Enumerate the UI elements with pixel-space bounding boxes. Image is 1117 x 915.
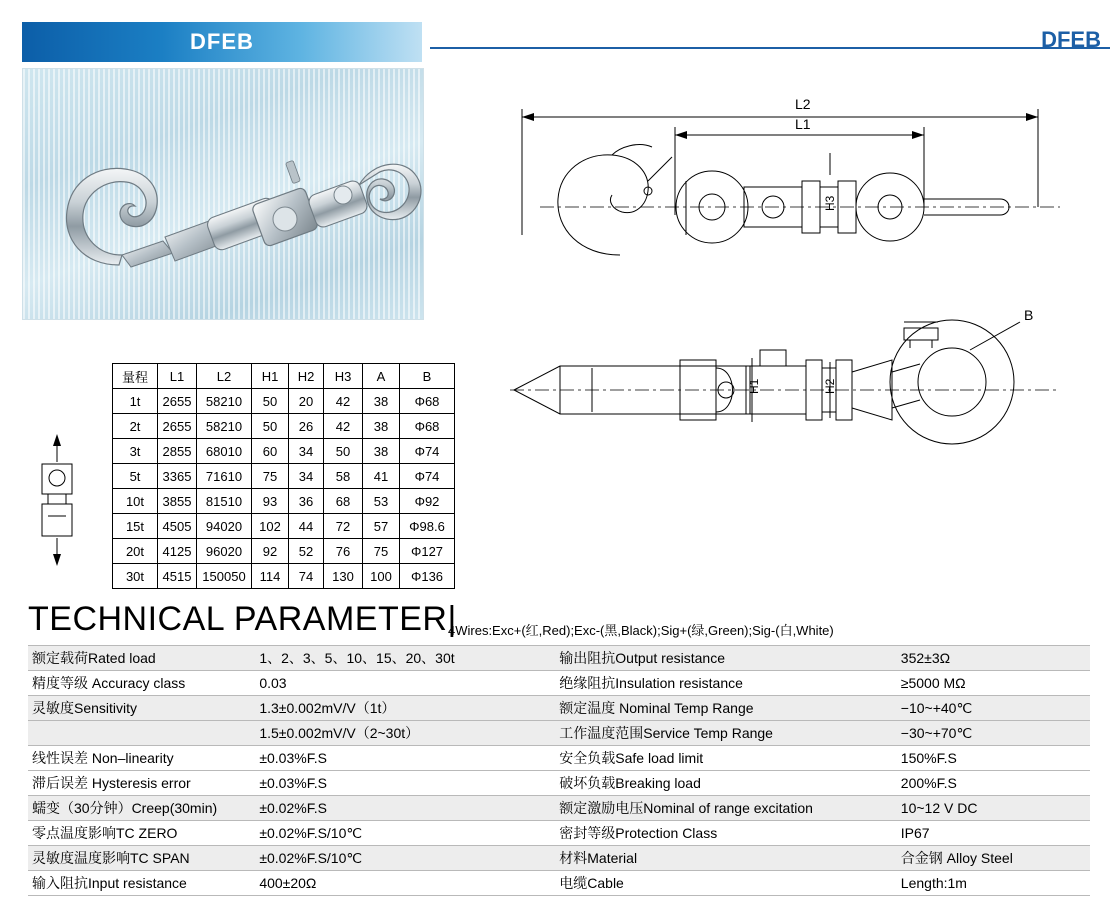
dim-cell: 42 [324,389,363,414]
dim-cell: 42 [324,414,363,439]
dim-col-h1: H1 [252,364,289,389]
dim-cell: 92 [252,539,289,564]
dim-cell: 30t [113,564,158,589]
top-assembly-drawing [500,95,1100,285]
dim-cell: 4505 [158,514,197,539]
spec-value-left: 1.3±0.002mV/V（1t） [255,696,555,721]
table-row [113,489,455,514]
dim-cell: 3t [113,439,158,464]
dim-cell: 44 [289,514,324,539]
spec-value-right: 200%F.S [897,771,1090,796]
spec-value-right: ≥5000 MΩ [897,671,1090,696]
dim-col-qty: 量程 [113,364,158,389]
dim-cell: 72 [324,514,363,539]
label-H3: H3 [823,195,837,211]
dim-cell: Φ127 [400,539,455,564]
dim-cell: Φ74 [400,439,455,464]
dim-cell: 2655 [158,389,197,414]
dim-cell: Φ68 [400,414,455,439]
dim-cell: 3855 [158,489,197,514]
spec-row [28,721,1090,746]
table-row [113,439,455,464]
spec-row [28,646,1090,671]
spec-value-right: 150%F.S [897,746,1090,771]
spec-value-right: 合金钢 Alloy Steel [897,846,1090,871]
technical-parameter-title: TECHNICAL PARAMETER| [28,600,457,638]
label-L2: L2 [795,96,811,112]
dim-cell: 50 [252,389,289,414]
spec-label-left: 滞后误差 Hysteresis error [28,771,255,796]
spec-row [28,671,1090,696]
dim-cell: 130 [324,564,363,589]
dim-cell: 15t [113,514,158,539]
label-H1: H1 [747,378,761,394]
dim-cell: 58210 [197,414,252,439]
spec-label-left: 零点温度影响TC ZERO [28,821,255,846]
dim-cell: 52 [289,539,324,564]
spec-label-right: 密封等级Protection Class [555,821,897,846]
wire-color-note: 4Wires:Exc+(红,Red);Exc-(黑,Black);Sig+(绿,Green);Sig-(白,White) [448,623,834,638]
dim-col-l2: L2 [197,364,252,389]
dim-cell: Φ92 [400,489,455,514]
spec-row [28,871,1090,896]
dim-cell: 100 [363,564,400,589]
dim-cell: 94020 [197,514,252,539]
spec-label-left: 输入阻抗Input resistance [28,871,255,896]
spec-value-right: IP67 [897,821,1090,846]
dim-cell: 2855 [158,439,197,464]
spec-label-right: 工作温度范围Service Temp Range [555,721,897,746]
spec-value-left: ±0.03%F.S [255,771,555,796]
dim-cell: 76 [324,539,363,564]
spec-value-left: 1.5±0.002mV/V（2~30t） [255,721,555,746]
dim-cell: 10t [113,489,158,514]
spec-value-left: 400±20Ω [255,871,555,896]
dim-cell: 20 [289,389,324,414]
table-row [113,389,455,414]
dim-cell: 38 [363,414,400,439]
spec-label-left: 灵敏度温度影响TC SPAN [28,846,255,871]
dim-col-h2: H2 [289,364,324,389]
dim-cell: 34 [289,464,324,489]
table-row [113,514,455,539]
label-L1: L1 [795,116,811,132]
spec-label-right: 安全负载Safe load limit [555,746,897,771]
spec-value-right: Length:1m [897,871,1090,896]
product-photo [22,68,424,320]
header-banner [22,22,422,62]
spec-row [28,771,1090,796]
dim-cell: 68 [324,489,363,514]
table-row [113,564,455,589]
header-model-label: DFEB [1041,27,1101,52]
dimension-table [112,363,455,589]
dim-cell: Φ98.6 [400,514,455,539]
dimension-table-header-row [113,364,455,389]
dim-col-l1: L1 [158,364,197,389]
table-row [113,414,455,439]
dim-cell: 36 [289,489,324,514]
dim-cell: 34 [289,439,324,464]
dim-cell: 20t [113,539,158,564]
table-row [113,539,455,564]
dim-cell: 71610 [197,464,252,489]
spec-value-left: ±0.02%F.S [255,796,555,821]
spec-label-right: 破坏负载Breaking load [555,771,897,796]
dim-cell: 57 [363,514,400,539]
spec-row [28,821,1090,846]
dim-cell: 53 [363,489,400,514]
dim-cell: 2t [113,414,158,439]
spec-row [28,696,1090,721]
side-view-drawing [22,430,92,570]
dim-cell: 41 [363,464,400,489]
hook-load-cell-illustration [23,69,423,319]
dim-cell: 50 [324,439,363,464]
spec-label-left: 精度等级 Accuracy class [28,671,255,696]
spec-value-left: ±0.02%F.S/10℃ [255,821,555,846]
dim-cell: Φ74 [400,464,455,489]
dim-cell: 60 [252,439,289,464]
spec-label-left: 额定载荷Rated load [28,646,255,671]
spec-value-left: ±0.03%F.S [255,746,555,771]
spec-label-right: 额定激励电压Nominal of range excitation [555,796,897,821]
dim-cell: 93 [252,489,289,514]
header-divider [430,47,1110,49]
spec-value-left: ±0.02%F.S/10℃ [255,846,555,871]
dim-cell: 96020 [197,539,252,564]
dim-cell: 1t [113,389,158,414]
dim-cell: 26 [289,414,324,439]
spec-row [28,746,1090,771]
spec-label-right: 材料Material [555,846,897,871]
spec-label-left: 线性误差 Non–linearity [28,746,255,771]
label-H2: H2 [823,378,837,394]
spec-value-right: −10~+40℃ [897,696,1090,721]
specification-table [28,645,1090,896]
dim-cell: 74 [289,564,324,589]
dim-cell: 102 [252,514,289,539]
dim-cell: 3365 [158,464,197,489]
dim-col-a: A [363,364,400,389]
spec-row [28,846,1090,871]
spec-label-right: 绝缘阻抗Insulation resistance [555,671,897,696]
bottom-assembly-drawing [500,310,1100,470]
spec-value-left: 0.03 [255,671,555,696]
spec-value-right: 10~12 V DC [897,796,1090,821]
dim-cell: 50 [252,414,289,439]
spec-value-left: 1、2、3、5、10、15、20、30t [255,646,555,671]
spec-label-left: 灵敏度Sensitivity [28,696,255,721]
spec-value-right: −30~+70℃ [897,721,1090,746]
dim-cell: Φ68 [400,389,455,414]
dim-cell: 114 [252,564,289,589]
spec-label-right: 电缆Cable [555,871,897,896]
spec-row [28,796,1090,821]
dim-cell: 58 [324,464,363,489]
dim-cell: 150050 [197,564,252,589]
dim-cell: 75 [363,539,400,564]
spec-label-right: 额定温度 Nominal Temp Range [555,696,897,721]
dim-col-h3: H3 [324,364,363,389]
dim-cell: 75 [252,464,289,489]
spec-label-left: 蠕变（30分钟）Creep(30min) [28,796,255,821]
dim-col-b: B [400,364,455,389]
dim-cell: 58210 [197,389,252,414]
dim-cell: Φ136 [400,564,455,589]
dim-cell: 81510 [197,489,252,514]
spec-value-right: 352±3Ω [897,646,1090,671]
table-row [113,464,455,489]
dim-cell: 38 [363,389,400,414]
dim-cell: 5t [113,464,158,489]
dim-cell: 38 [363,439,400,464]
header-banner-title: DFEB [190,29,254,54]
spec-label-left [28,721,255,746]
spec-label-right: 输出阻抗Output resistance [555,646,897,671]
dim-cell: 4515 [158,564,197,589]
dim-cell: 4125 [158,539,197,564]
dim-cell: 2655 [158,414,197,439]
dim-cell: 68010 [197,439,252,464]
label-B: B [1024,310,1034,323]
